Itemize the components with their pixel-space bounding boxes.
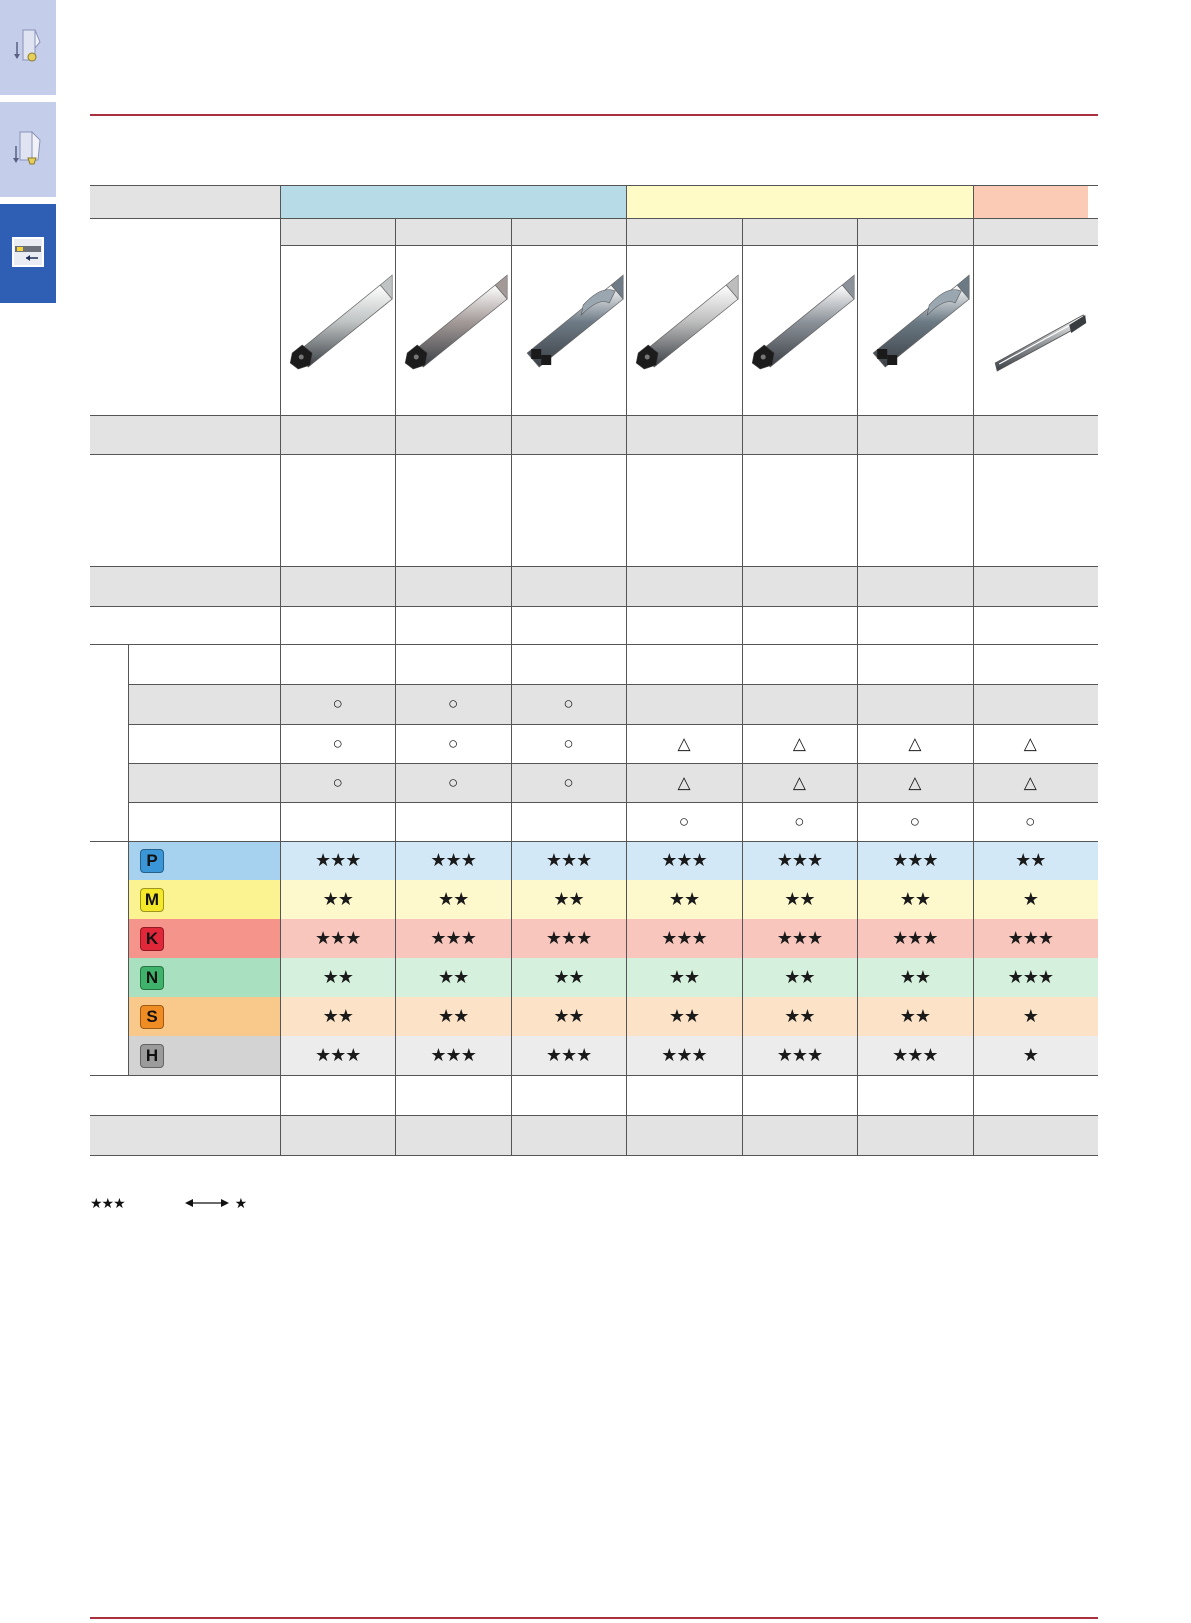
table-rule bbox=[90, 1155, 1098, 1156]
table-rule bbox=[128, 724, 1098, 725]
application-mark-r4-col7: △ bbox=[1023, 772, 1037, 792]
application-mark-r5-col4: ○ bbox=[678, 811, 690, 831]
rating-legend bbox=[90, 1193, 247, 1213]
side-tab-external-turning[interactable] bbox=[0, 0, 56, 95]
material-badge-n: N bbox=[140, 966, 164, 990]
rating-m-col3: ★★ bbox=[553, 889, 584, 909]
application-mark-r2-col1: ○ bbox=[332, 694, 343, 713]
rating-k-col7: ★★★ bbox=[1007, 928, 1053, 948]
table-rule bbox=[128, 684, 1098, 685]
group-header-1 bbox=[280, 186, 626, 218]
table-rule bbox=[90, 454, 1098, 455]
application-mark-r4-col1: ○ bbox=[332, 772, 343, 792]
material-badge-m: M bbox=[140, 888, 164, 912]
rating-h-col6: ★★★ bbox=[892, 1045, 938, 1065]
external-turning-icon bbox=[12, 28, 44, 66]
rating-s-col3: ★★ bbox=[553, 1006, 584, 1026]
table-divider bbox=[128, 644, 129, 1075]
application-mark-r2-col6 bbox=[857, 684, 972, 724]
table-rule bbox=[90, 185, 1098, 186]
rating-s-col2: ★★ bbox=[437, 1006, 469, 1026]
application-mark-r3-col1: ○ bbox=[332, 733, 343, 753]
table-rule bbox=[90, 606, 1098, 607]
application-mark-r5-col3 bbox=[511, 802, 626, 841]
rating-n-col2: ★★ bbox=[437, 967, 469, 987]
rating-p-col7: ★★ bbox=[1015, 850, 1046, 870]
rating-h-col2: ★★★ bbox=[430, 1045, 476, 1065]
boring-bar-square-grey-image bbox=[742, 245, 857, 415]
application-mark-r3-col3: ○ bbox=[563, 733, 574, 753]
table-divider bbox=[511, 218, 512, 1155]
table-rule bbox=[90, 644, 1098, 645]
table-rule bbox=[90, 1075, 1098, 1076]
rating-s-col6: ★★ bbox=[899, 1006, 930, 1026]
application-mark-r1-col2 bbox=[395, 644, 510, 684]
rating-p-col1: ★★★ bbox=[315, 850, 361, 870]
rating-n-col6: ★★ bbox=[899, 967, 930, 987]
rating-p-col6: ★★★ bbox=[892, 850, 938, 870]
application-mark-r3-col4: △ bbox=[677, 733, 691, 753]
application-mark-r2-col3: ○ bbox=[563, 694, 574, 713]
rating-k-col3: ★★★ bbox=[545, 928, 592, 948]
application-mark-r3-col2: ○ bbox=[447, 733, 459, 753]
application-mark-r4-col2: ○ bbox=[447, 772, 459, 792]
table-rule bbox=[90, 566, 1098, 567]
application-mark-r4-col3: ○ bbox=[563, 772, 574, 792]
rating-h-col4: ★★★ bbox=[661, 1045, 707, 1065]
application-mark-r1-col6 bbox=[857, 644, 972, 684]
application-mark-r3-col6: △ bbox=[908, 733, 922, 753]
application-mark-r5-col7: ○ bbox=[1025, 811, 1036, 831]
rating-s-col1: ★★ bbox=[322, 1006, 353, 1026]
material-badge-k: K bbox=[140, 927, 164, 951]
table-rule bbox=[280, 245, 1098, 246]
rating-m-col4: ★★ bbox=[668, 889, 700, 909]
boring-bar-square-light-image bbox=[626, 245, 741, 415]
legend-low-rating: ★ bbox=[234, 1194, 248, 1211]
table-rule bbox=[128, 802, 1098, 803]
application-mark-r2-col4 bbox=[626, 684, 741, 724]
boring-bar-square-brown-image bbox=[395, 245, 510, 415]
rating-h-col5: ★★★ bbox=[776, 1045, 823, 1065]
application-mark-r4-col5: △ bbox=[792, 772, 806, 792]
rating-p-col5: ★★★ bbox=[776, 850, 823, 870]
rating-n-col7: ★★★ bbox=[1007, 967, 1053, 987]
rating-s-col5: ★★ bbox=[784, 1006, 815, 1026]
rating-m-col6: ★★ bbox=[899, 889, 930, 909]
group-header-3 bbox=[973, 186, 1088, 218]
table-rule bbox=[128, 763, 1098, 764]
table-divider bbox=[280, 186, 281, 1155]
legend-high-rating: ★★★ bbox=[90, 1194, 125, 1211]
rating-n-col3: ★★ bbox=[553, 967, 584, 987]
rating-s-col4: ★★ bbox=[668, 1006, 700, 1026]
application-mark-r5-col2 bbox=[395, 802, 510, 841]
double-arrow-icon bbox=[185, 1197, 229, 1209]
boring-bar-coolant-grey-image bbox=[857, 245, 972, 415]
spec-row-3 bbox=[90, 566, 1098, 606]
carbide-boring-bar-image bbox=[973, 245, 1088, 415]
footer-row-2 bbox=[90, 1115, 1098, 1155]
application-mark-r5-col1 bbox=[280, 802, 395, 841]
table-rule bbox=[90, 415, 1098, 416]
material-badge-p: P bbox=[140, 849, 164, 873]
rating-p-col2: ★★★ bbox=[430, 850, 476, 870]
column-subheader-row bbox=[280, 218, 1098, 245]
table-rule bbox=[90, 218, 1098, 219]
application-mark-r3-col7: △ bbox=[1023, 733, 1037, 753]
table-divider bbox=[395, 218, 396, 1155]
application-mark-r1-col4 bbox=[626, 644, 741, 684]
footer-rule bbox=[90, 1617, 1098, 1619]
rating-n-col4: ★★ bbox=[668, 967, 700, 987]
rating-m-col5: ★★ bbox=[784, 889, 815, 909]
boring-bar-coolant-dark-image bbox=[511, 245, 626, 415]
side-tab-boring[interactable] bbox=[0, 204, 56, 303]
rating-n-col5: ★★ bbox=[784, 967, 815, 987]
group-header-2 bbox=[626, 186, 972, 218]
application-mark-r1-col5 bbox=[742, 644, 857, 684]
material-badge-h: H bbox=[140, 1044, 164, 1068]
application-mark-r1-col1 bbox=[280, 644, 395, 684]
application-mark-r2-col7 bbox=[973, 684, 1088, 724]
boring-bar-icon bbox=[12, 234, 44, 272]
face-grooving-icon bbox=[12, 130, 44, 168]
table-rule bbox=[90, 1115, 1098, 1116]
rating-m-col1: ★★ bbox=[322, 889, 353, 909]
rating-k-col2: ★★★ bbox=[430, 928, 476, 948]
rating-k-col4: ★★★ bbox=[661, 928, 707, 948]
application-mark-r5-col6: ○ bbox=[909, 811, 920, 831]
application-mark-r1-col3 bbox=[511, 644, 626, 684]
rating-k-col6: ★★★ bbox=[892, 928, 938, 948]
rating-n-col1: ★★ bbox=[322, 967, 353, 987]
table-divider bbox=[857, 218, 858, 1155]
header-rule bbox=[90, 114, 1098, 116]
rating-s-col7: ★ bbox=[1022, 1006, 1038, 1026]
application-mark-r3-col5: △ bbox=[792, 733, 806, 753]
rating-h-col1: ★★★ bbox=[315, 1045, 361, 1065]
application-mark-r1-col7 bbox=[973, 644, 1088, 684]
rating-m-col2: ★★ bbox=[437, 889, 469, 909]
application-mark-r4-col6: △ bbox=[908, 772, 922, 792]
table-divider bbox=[626, 186, 627, 1155]
application-mark-r2-col2: ○ bbox=[447, 694, 459, 713]
header-corner-cell bbox=[90, 186, 280, 218]
application-mark-r5-col5: ○ bbox=[794, 811, 805, 831]
application-mark-r2-col5 bbox=[742, 684, 857, 724]
rating-m-col7: ★ bbox=[1022, 889, 1038, 909]
table-divider bbox=[973, 186, 974, 1155]
table-divider bbox=[742, 218, 743, 1155]
rating-h-col7: ★ bbox=[1022, 1045, 1038, 1065]
side-tab-face-grooving[interactable] bbox=[0, 102, 56, 197]
rating-p-col4: ★★★ bbox=[661, 850, 707, 870]
table-rule bbox=[90, 841, 1098, 842]
spec-row-1 bbox=[90, 415, 1098, 454]
material-badge-s: S bbox=[140, 1005, 164, 1029]
rating-k-col5: ★★★ bbox=[776, 928, 823, 948]
application-mark-r4-col4: △ bbox=[677, 772, 691, 792]
rating-h-col3: ★★★ bbox=[545, 1045, 592, 1065]
rating-k-col1: ★★★ bbox=[315, 928, 361, 948]
rating-p-col3: ★★★ bbox=[545, 850, 592, 870]
boring-bar-round-shank-image bbox=[280, 245, 395, 415]
